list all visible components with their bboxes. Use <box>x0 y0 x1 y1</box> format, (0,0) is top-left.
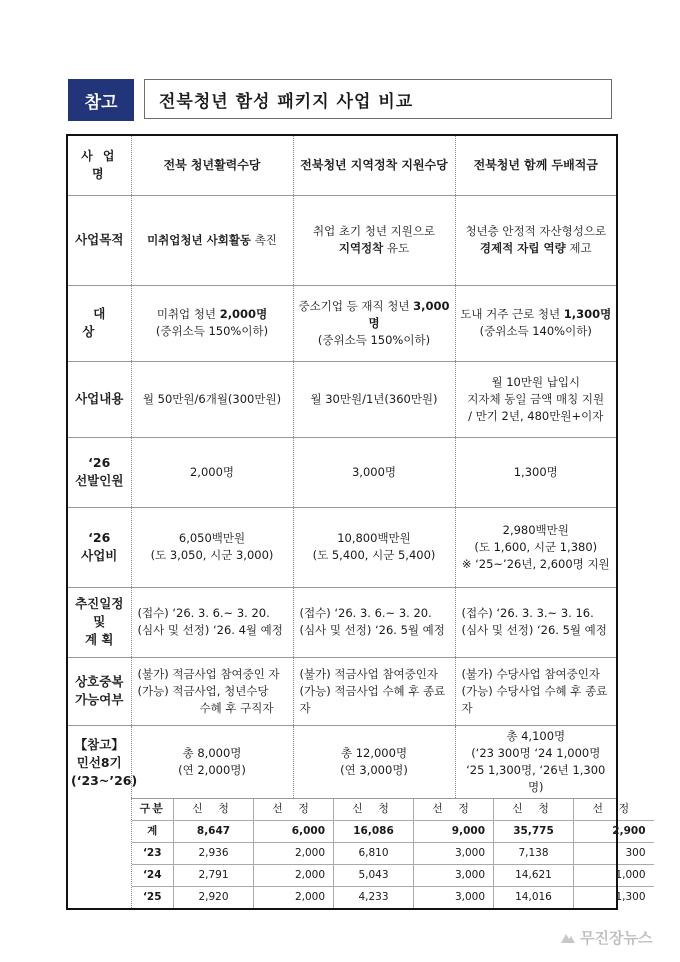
stats-value: 3,000 <box>414 864 494 886</box>
stats-year-row <box>132 886 654 908</box>
stats-value: 16,086 <box>334 820 414 842</box>
table-row <box>67 361 617 437</box>
stats-value: 3,000 <box>414 886 494 908</box>
table-cell: (불가) 적금사업 참여중인자 (가능) 적금사업 수혜 후 종료자 <box>293 657 455 725</box>
stats-value: 4,233 <box>334 886 414 908</box>
stats-value: 7,138 <box>494 842 574 864</box>
stats-header: 신 청 <box>494 799 574 821</box>
table-row <box>67 437 617 507</box>
stats-header: 구분 <box>132 799 174 821</box>
row-label: 사업내용 <box>67 361 131 437</box>
table-cell: 월 50만원/6개월(300만원) <box>131 361 293 437</box>
table-cell: 6,050백만원 (도 3,050, 시군 3,000) <box>131 507 293 587</box>
stats-row-label: ‘25 <box>142 891 162 903</box>
row-label: 상호중복 가능여부 <box>67 657 131 725</box>
table-row <box>67 195 617 285</box>
stats-header-row <box>132 799 654 821</box>
table-row <box>67 657 617 725</box>
comparison-table <box>66 134 646 910</box>
stats-value: 2,900 <box>574 820 654 842</box>
table-cell: 1,300명 <box>455 437 617 507</box>
table-cell: 총 8,000명 (연 2,000명) <box>131 725 293 798</box>
table-cell: 총 12,000명 (연 3,000명) <box>293 725 455 798</box>
stats-value: 35,775 <box>494 820 574 842</box>
stats-value: 2,000 <box>254 842 334 864</box>
stats-year-row <box>132 842 654 864</box>
stats-header: 선 정 <box>254 799 334 821</box>
stats-row-label: ‘23 <box>132 842 174 864</box>
stats-value: 3,000 <box>414 842 494 864</box>
table-row <box>67 725 617 798</box>
stats-value: 2,791 <box>174 864 254 886</box>
stats-value: 2,000 <box>254 886 334 908</box>
table-row <box>67 285 617 361</box>
table-row <box>67 587 617 657</box>
table-cell: 2,980백만원 (도 1,600, 시군 1,380) ※ ‘25~’26년, 2,600명 지원 <box>455 507 617 587</box>
row-label: 사 업 명 <box>67 135 131 195</box>
table-cell: (접수) ‘26. 3. 6.~ 3. 20. (심사 및 선정) ‘26. 4월 예정 <box>131 587 293 657</box>
row-label: ‘26 선발인원 <box>67 437 131 507</box>
stats-row <box>67 798 617 909</box>
table-cell: 3,000명 <box>293 437 455 507</box>
table-row <box>67 507 617 587</box>
row-label: 대 상 <box>67 285 131 361</box>
table-cell: 10,800백만원 (도 5,400, 시군 5,400) <box>293 507 455 587</box>
stats-value: 2,920 <box>174 886 254 908</box>
table-cell: (불가) 적금사업 참여중인 자 (가능) 적금사업, 청년수당 수혜 후 구직자 <box>131 657 293 725</box>
table-cell: 청년층 안정적 자산형성으로 경제적 자립 역량 제고 <box>455 195 617 285</box>
table-cell: 총 4,100명 (‘23 300명 ‘24 1,000명 ‘25 1,300명, ‘26년 1,300명) <box>455 725 617 798</box>
row-label: ‘26 사업비 <box>67 507 131 587</box>
stats-value: 14,016 <box>494 886 574 908</box>
stats-year-row <box>132 864 654 886</box>
table-cell: 2,000명 <box>131 437 293 507</box>
stats-total-row <box>132 820 654 842</box>
stats-value: 1,000 <box>574 864 654 886</box>
program-name-3: 전북청년 함께 두배적금 <box>455 135 617 195</box>
stats-value: 5,043 <box>334 864 414 886</box>
stats-header: 신 청 <box>334 799 414 821</box>
stats-row-label: 계 <box>132 820 174 842</box>
program-name-1: 전북 청년활력수당 <box>131 135 293 195</box>
watermark <box>560 924 680 950</box>
stats-value: 8,647 <box>174 820 254 842</box>
stats-cell <box>131 798 646 909</box>
mountain-logo-icon <box>560 929 576 945</box>
table-cell: 월 10만원 납입시 지자체 동일 금액 매칭 지원 / 만기 2년, 480만원+이자 <box>455 361 617 437</box>
table-cell: 월 30만원/1년(360만원) <box>293 361 455 437</box>
table-cell: (접수) ‘26. 3. 6.~ 3. 20. (심사 및 선정) ‘26. 5월 예정 <box>293 587 455 657</box>
table-cell: 미취업 청년 2,000명 (중위소득 150%이하) <box>131 285 293 361</box>
stats-value: 2,936 <box>174 842 254 864</box>
row-label: 추진일정 및 계 획 <box>67 587 131 657</box>
program-name-2: 전북청년 지역정착 지원수당 <box>293 135 455 195</box>
stats-value: 9,000 <box>414 820 494 842</box>
stats-row-label: ‘24 <box>132 864 174 886</box>
stats-header: 선 정 <box>414 799 494 821</box>
table-cell: 도내 거주 근로 청년 1,300명 (중위소득 140%이하) <box>455 285 617 361</box>
page-title: 전북청년 함성 패키지 사업 비교 <box>144 79 612 119</box>
stats-value: 6,000 <box>254 820 334 842</box>
row-label: 【참고】 민선8기 (‘23~’26) <box>67 725 131 909</box>
row-label: 사업목적 <box>67 195 131 285</box>
table-cell: 미취업청년 사회활동 촉진 <box>131 195 293 285</box>
stats-header: 선 정 <box>574 799 654 821</box>
reference-tag: 참고 <box>68 79 134 121</box>
header <box>68 79 614 121</box>
stats-value: 14,621 <box>494 864 574 886</box>
watermark-text: 무진장뉴스 <box>580 928 653 947</box>
stats-header: 신 청 <box>174 799 254 821</box>
stats-value: 1,300 <box>574 886 654 908</box>
table-cell: 중소기업 등 재직 청년 3,000명 (중위소득 150%이하) <box>293 285 455 361</box>
table-cell: 취업 초기 청년 지원으로 지역정착 유도 <box>293 195 455 285</box>
stats-table <box>132 799 654 908</box>
table-cell: (접수) ‘26. 3. 3.~ 3. 16. (심사 및 선정) ‘26. 5월 예정 <box>455 587 617 657</box>
stats-value: 300 <box>574 842 654 864</box>
stats-value: 6,810 <box>334 842 414 864</box>
table-header-row <box>67 135 617 195</box>
stats-value: 2,000 <box>254 864 334 886</box>
table-cell: (불가) 수당사업 참여중인자 (가능) 수당사업 수혜 후 종료자 <box>455 657 617 725</box>
